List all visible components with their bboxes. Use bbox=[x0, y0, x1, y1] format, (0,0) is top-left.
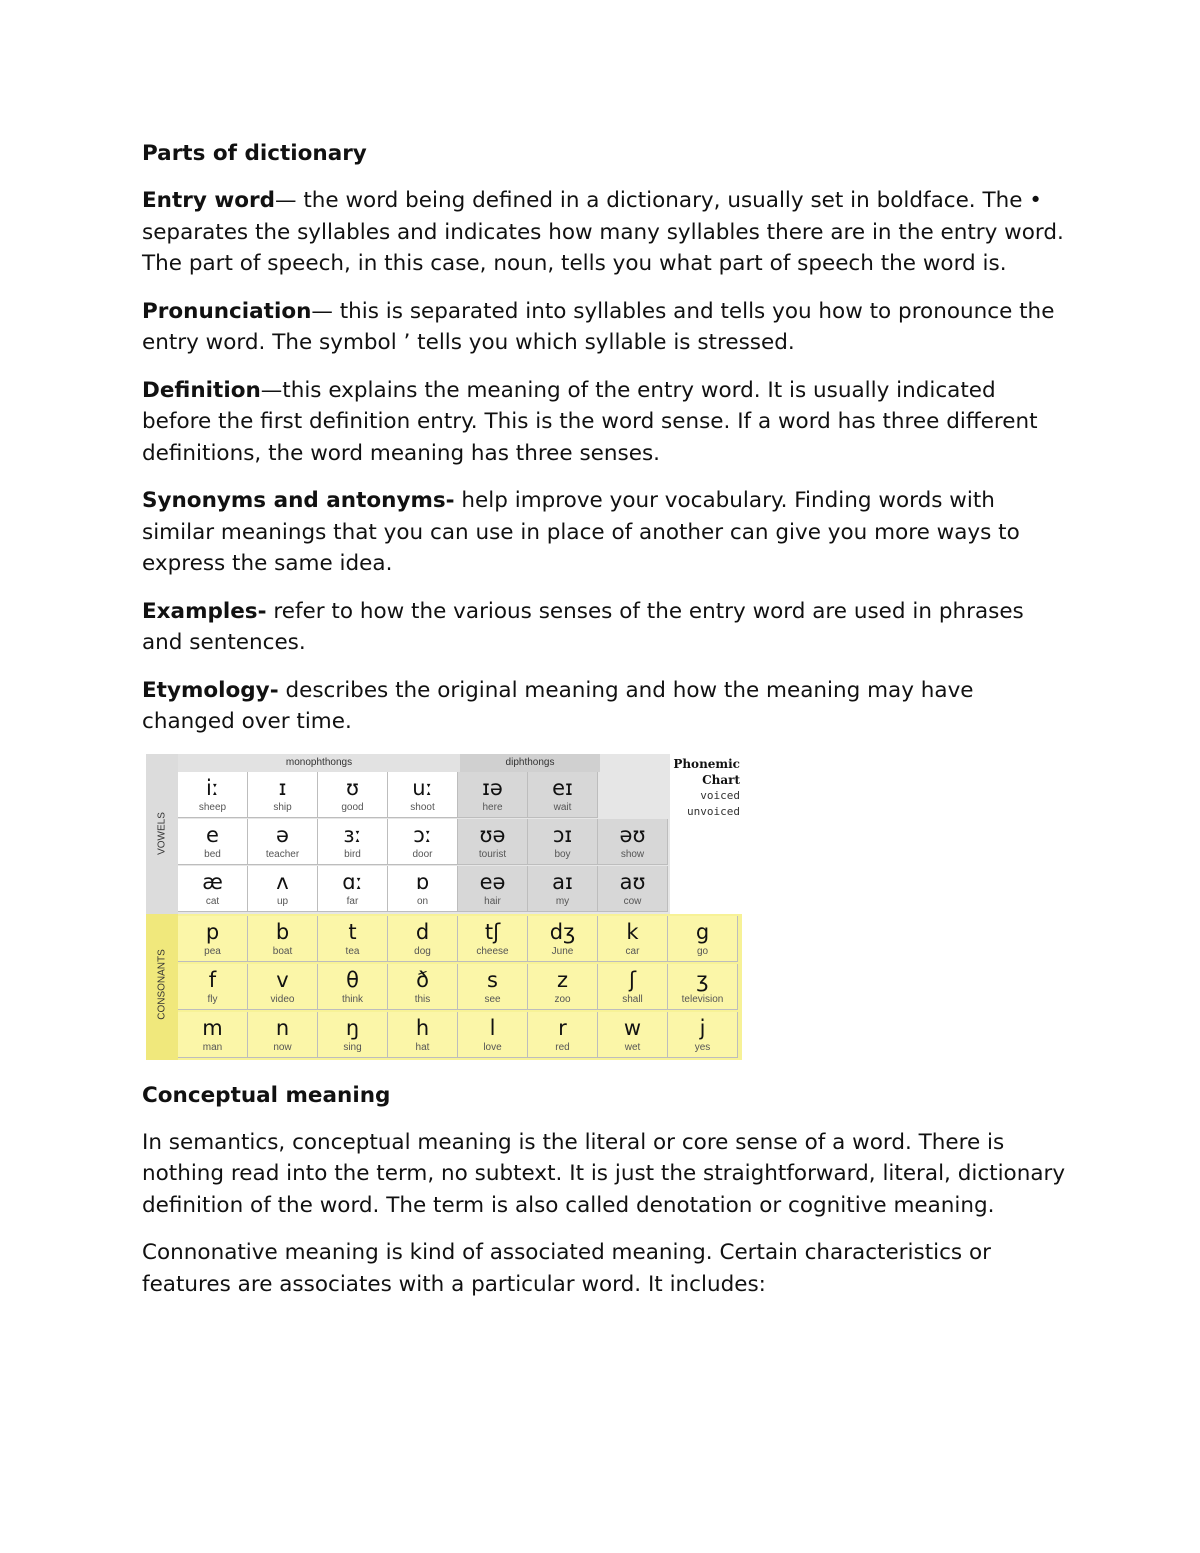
example-word: man bbox=[202, 1041, 223, 1053]
vowel-cell bbox=[388, 866, 458, 912]
consonant-cell bbox=[458, 916, 528, 962]
consonant-cell bbox=[248, 916, 318, 962]
definition-synonyms bbox=[142, 485, 1067, 580]
example-word: now bbox=[273, 1041, 292, 1053]
phoneme-symbol: əʊ bbox=[619, 822, 646, 847]
phoneme-symbol: ɪə bbox=[482, 775, 503, 800]
phoneme-symbol: ɪ bbox=[278, 775, 287, 800]
example-word: sheep bbox=[198, 801, 227, 813]
example-word: show bbox=[620, 848, 645, 860]
example-word: hair bbox=[484, 895, 501, 907]
phoneme-symbol: p bbox=[205, 919, 220, 944]
consonant-cell bbox=[318, 916, 388, 962]
example-word: car bbox=[625, 945, 640, 957]
consonant-cell bbox=[248, 1012, 318, 1058]
example-word: sing bbox=[343, 1041, 362, 1053]
example-word: tourist bbox=[478, 848, 507, 860]
phoneme-symbol: ɔɪ bbox=[552, 822, 573, 847]
phoneme-symbol: m bbox=[202, 1015, 223, 1040]
vowel-cell bbox=[178, 866, 248, 912]
example-word: teacher bbox=[265, 848, 300, 860]
vowel-cell bbox=[318, 866, 388, 912]
phoneme-symbol: ŋ bbox=[345, 1015, 360, 1040]
example-word: shoot bbox=[410, 801, 435, 813]
consonant-cell bbox=[528, 916, 598, 962]
consonant-cell bbox=[318, 1012, 388, 1058]
section-title-conceptual: Conceptual meaning bbox=[142, 1082, 391, 1108]
example-word: love bbox=[483, 1041, 502, 1053]
definition-etymology bbox=[142, 675, 1067, 738]
example-word: boat bbox=[272, 945, 293, 957]
phoneme-symbol: dʒ bbox=[549, 919, 576, 944]
example-word: on bbox=[416, 895, 429, 907]
phoneme-symbol: ʊə bbox=[479, 822, 506, 847]
phoneme-symbol: ə bbox=[276, 822, 289, 847]
example-word: pea bbox=[204, 945, 221, 957]
phoneme-symbol: tʃ bbox=[484, 919, 501, 944]
example-word: wet bbox=[624, 1041, 641, 1053]
chart-legend bbox=[673, 756, 740, 820]
legend-title-line1: Phonemic bbox=[673, 756, 740, 771]
phoneme-symbol: v bbox=[276, 967, 289, 992]
example-word: up bbox=[276, 895, 289, 907]
vowel-cell bbox=[248, 866, 318, 912]
phoneme-symbol: n bbox=[275, 1015, 290, 1040]
phoneme-symbol: w bbox=[623, 1015, 642, 1040]
term: Examples- bbox=[142, 598, 267, 624]
example-word: boy bbox=[554, 848, 571, 860]
definition-pronunciation bbox=[142, 296, 1067, 359]
consonant-cell bbox=[318, 964, 388, 1010]
phoneme-symbol: r bbox=[558, 1015, 567, 1040]
example-word: June bbox=[551, 945, 574, 957]
example-word: red bbox=[555, 1041, 570, 1053]
example-word: fly bbox=[207, 993, 218, 1005]
consonant-cell bbox=[458, 1012, 528, 1058]
phoneme-symbol: k bbox=[626, 919, 639, 944]
page-title: Parts of dictionary bbox=[142, 141, 367, 166]
phoneme-symbol: æ bbox=[202, 869, 223, 894]
paragraph: Connonative meaning is kind of associated meaning. Certain characteristics or features are associates with a particular word. It includes: bbox=[142, 1240, 991, 1297]
consonant-cell bbox=[528, 1012, 598, 1058]
consonant-cell bbox=[388, 1012, 458, 1058]
phoneme-symbol: aɪ bbox=[552, 869, 573, 894]
consonant-cell bbox=[248, 964, 318, 1010]
vowel-cell bbox=[458, 819, 528, 865]
phoneme-symbol: ɜː bbox=[343, 822, 362, 847]
example-word: cow bbox=[623, 895, 642, 907]
phoneme-symbol: θ bbox=[346, 967, 359, 992]
phoneme-symbol: aʊ bbox=[619, 869, 646, 894]
example-word: good bbox=[341, 801, 364, 813]
phoneme-symbol: t bbox=[348, 919, 357, 944]
example-word: bird bbox=[344, 848, 361, 860]
phoneme-symbol: z bbox=[556, 967, 569, 992]
vowel-cell bbox=[318, 819, 388, 865]
phoneme-symbol: ʒ bbox=[696, 967, 709, 992]
definition-definition bbox=[142, 375, 1067, 470]
vowel-cell bbox=[178, 772, 248, 818]
consonant-cell bbox=[668, 964, 738, 1010]
example-word: cat bbox=[205, 895, 220, 907]
example-word: bed bbox=[204, 848, 221, 860]
vowel-cell bbox=[318, 772, 388, 818]
term: Pronunciation bbox=[142, 298, 312, 324]
term: Synonyms and antonyms- bbox=[142, 488, 455, 513]
term-text: refer to how the various senses of the entry word are used in phrases and sentences. bbox=[142, 598, 1024, 655]
example-word: far bbox=[346, 895, 359, 907]
consonants-side-label: CONSONANTS bbox=[156, 948, 168, 1020]
vowel-cell bbox=[458, 772, 528, 818]
phoneme-symbol: ɒ bbox=[415, 869, 430, 894]
phoneme-symbol: ɑː bbox=[342, 869, 363, 894]
phoneme-symbol: ʌ bbox=[276, 869, 289, 894]
phoneme-symbol: l bbox=[489, 1015, 496, 1040]
vowel-cell bbox=[598, 866, 668, 912]
phoneme-symbol: ʃ bbox=[628, 967, 637, 992]
vowel-cell bbox=[388, 772, 458, 818]
diphthongs-header: diphthongs bbox=[460, 754, 600, 772]
phoneme-symbol: uː bbox=[412, 775, 433, 800]
consonant-cell bbox=[388, 964, 458, 1010]
consonant-cell bbox=[668, 1012, 738, 1058]
term-text: help improve your vocabulary. Finding words with similar meanings that you can use in place of another can give you more ways to express the same idea. bbox=[142, 488, 1020, 576]
example-word: cheese bbox=[476, 945, 509, 957]
term-text: — this is separated into syllables and tells you how to pronounce the entry word. The symbol ’ tells you which syllable is stressed. bbox=[142, 298, 1055, 355]
consonant-cell bbox=[458, 964, 528, 1010]
vowel-cell bbox=[248, 819, 318, 865]
vowel-cell bbox=[528, 866, 598, 912]
phoneme-symbol: eə bbox=[479, 869, 506, 894]
vowels-side-label: VOWELS bbox=[156, 811, 168, 855]
phoneme-symbol: g bbox=[695, 919, 710, 944]
definition-entry-word bbox=[142, 185, 1067, 280]
term-text: — the word being defined in a dictionary, usually set in boldface. The • separates the syllables and indicates how many syllables there are in the entry word. The part of speech, in this case, noun, tells you what part of speech the word is. bbox=[142, 188, 1064, 276]
example-word: tea bbox=[345, 945, 360, 957]
example-word: here bbox=[482, 801, 503, 813]
definition-examples bbox=[142, 596, 1067, 659]
example-word: ship bbox=[273, 801, 292, 813]
term-text: describes the original meaning and how the meaning may have changed over time. bbox=[142, 677, 974, 734]
vowel-cell bbox=[598, 819, 668, 865]
legend-title-line2: Chart bbox=[702, 772, 740, 787]
consonant-cell bbox=[598, 1012, 668, 1058]
example-word: door bbox=[412, 848, 433, 860]
phoneme-symbol: j bbox=[699, 1015, 706, 1040]
example-word: yes bbox=[694, 1041, 711, 1053]
example-word: video bbox=[270, 993, 295, 1005]
example-word: see bbox=[484, 993, 501, 1005]
phoneme-symbol: h bbox=[415, 1015, 430, 1040]
example-word: go bbox=[696, 945, 709, 957]
consonant-cell bbox=[668, 916, 738, 962]
phonemic-chart bbox=[146, 754, 742, 1060]
consonant-cell bbox=[598, 916, 668, 962]
phoneme-symbol: ʊ bbox=[346, 775, 359, 800]
consonant-cell bbox=[178, 964, 248, 1010]
example-word: zoo bbox=[554, 993, 571, 1005]
term: Definition bbox=[142, 377, 261, 403]
term-text: —this explains the meaning of the entry word. It is usually indicated before the first definition entry. This is the word sense. If a word has three different definitions, the word meaning has three senses. bbox=[142, 377, 1038, 466]
example-word: shall bbox=[622, 993, 643, 1005]
example-word: dog bbox=[414, 945, 431, 957]
phoneme-symbol: eɪ bbox=[552, 775, 573, 800]
phoneme-symbol: d bbox=[415, 919, 430, 944]
consonant-cell bbox=[178, 1012, 248, 1058]
phoneme-symbol: b bbox=[275, 919, 290, 944]
example-word: this bbox=[414, 993, 431, 1005]
phoneme-symbol: s bbox=[487, 967, 498, 992]
paragraph: In semantics, conceptual meaning is the literal or core sense of a word. There is nothing read into the term, no subtext. It is just the straightforward, literal, dictionary definition of the word. The term is also called denotation or cognitive meaning. bbox=[142, 1129, 1066, 1218]
example-word: wait bbox=[553, 801, 572, 813]
vowel-cell bbox=[528, 819, 598, 865]
consonant-cell bbox=[178, 916, 248, 962]
phoneme-symbol: iː bbox=[206, 775, 219, 800]
vowel-cell bbox=[388, 819, 458, 865]
example-word: think bbox=[341, 993, 364, 1005]
phoneme-symbol: ɔː bbox=[413, 822, 432, 847]
phoneme-symbol: ð bbox=[416, 967, 429, 992]
example-word: my bbox=[555, 895, 570, 907]
consonant-cell bbox=[598, 964, 668, 1010]
vowel-cell bbox=[178, 819, 248, 865]
legend-unvoiced: unvoiced bbox=[687, 804, 740, 818]
example-word: hat bbox=[415, 1041, 430, 1053]
term: Etymology- bbox=[142, 677, 279, 703]
vowel-cell bbox=[528, 772, 598, 818]
monophthongs-header: monophthongs bbox=[178, 754, 460, 772]
example-word: television bbox=[681, 993, 724, 1005]
document-page bbox=[142, 138, 1067, 1316]
term: Entry word bbox=[142, 188, 275, 213]
phoneme-symbol: e bbox=[206, 822, 219, 847]
consonant-cell bbox=[528, 964, 598, 1010]
vowel-cell bbox=[458, 866, 528, 912]
phoneme-symbol: f bbox=[208, 967, 217, 992]
consonant-cell bbox=[388, 916, 458, 962]
legend-voiced: voiced bbox=[700, 788, 740, 802]
vowel-cell bbox=[248, 772, 318, 818]
